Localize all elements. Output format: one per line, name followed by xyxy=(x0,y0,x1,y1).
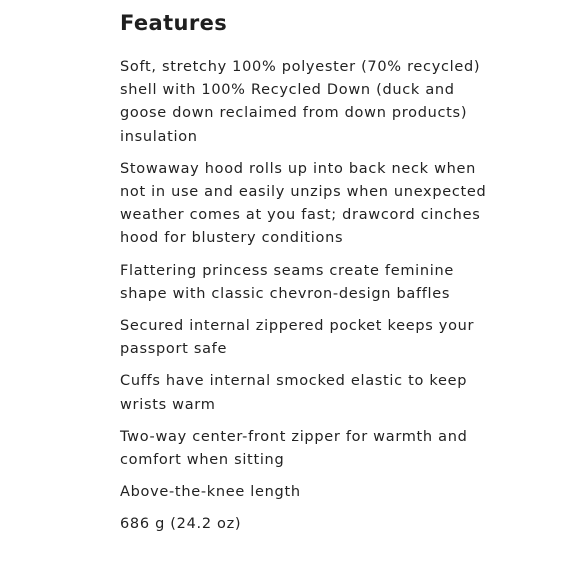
features-section xyxy=(120,8,490,537)
feature-item-shell-insulation: Soft, stretchy 100% polyester (70% recycled) shell with 100% Recycled Down (duck and goose down reclaimed from down products) insulation xyxy=(120,59,481,145)
features-heading: Features xyxy=(120,11,228,35)
feature-item-smocked-cuffs: Cuffs have internal smocked elastic to keep wrists warm xyxy=(120,373,468,413)
feature-item-princess-seams: Flattering princess seams create feminine shape with classic chevron-design baffles xyxy=(120,262,455,302)
feature-item-weight: 686 g (24.2 oz) xyxy=(120,516,242,533)
feature-item-length: Above-the-knee length xyxy=(120,484,301,501)
feature-list xyxy=(120,56,490,537)
feature-item-internal-pocket: Secured internal zippered pocket keeps your passport safe xyxy=(120,318,475,358)
feature-item-two-way-zipper: Two-way center-front zipper for warmth and comfort when sitting xyxy=(120,428,468,469)
feature-item-stowaway-hood: Stowaway hood rolls up into back neck when not in use and easily unzips when unexpected weather comes at you fast; drawcord cinches hood for blustery conditions xyxy=(120,160,487,247)
